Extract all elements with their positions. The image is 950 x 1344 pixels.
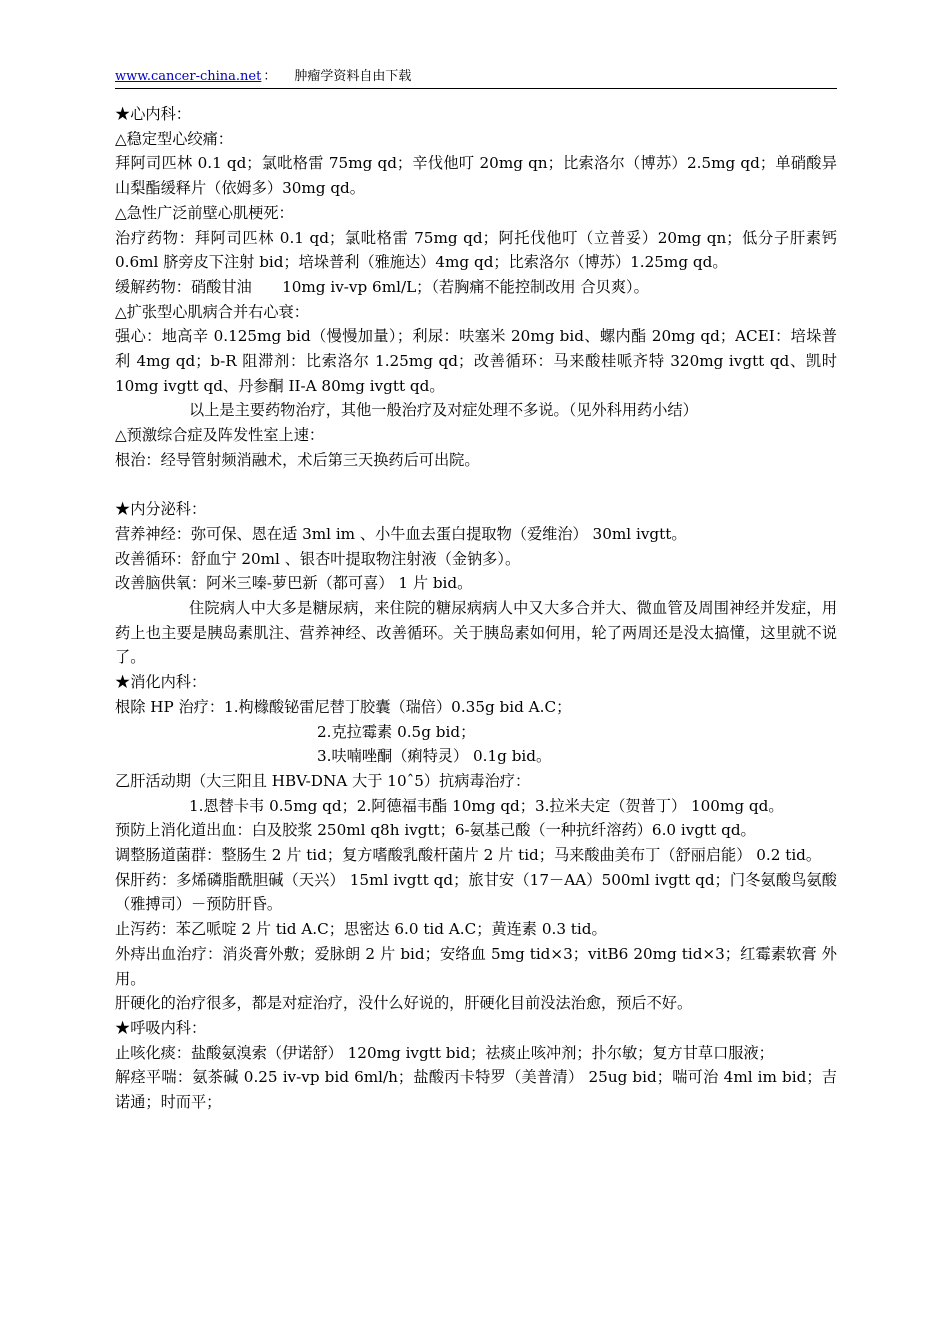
paragraph: 1.恩替卡韦 0.5mg qd；2.阿德福韦酯 10mg qd；3.拉米夫定（贺普丁） 100mg qd。 [189, 796, 784, 815]
paragraph: 改善循环：舒血宁 20ml 、银杏叶提取物注射液（金钠多）。 [115, 549, 521, 568]
paragraph: 解痉平喘：氨茶碱 0.25 iv-vp bid 6ml/h；盐酸丙卡特罗（美普清） 25ug bid；喘可治 4ml im bid；吉诺通；时而平； [115, 1068, 837, 1112]
header-description: 肿瘤学资料自由下载 [294, 69, 412, 84]
paragraph: 保肝药：多烯磷脂酰胆碱（天兴） 15ml ivgtt qd；旅甘安（17－AA）500ml ivgtt qd；门冬氨酸鸟氨酸（雅搏司）－预防肝昏。 [115, 870, 837, 914]
paragraph: 乙肝活动期（大三阳且 HBV-DNA 大于 10ˆ5）抗病毒治疗： [115, 771, 531, 790]
list-item: 3.呋喃唑酮（痢特灵） 0.1g bid。 [317, 747, 552, 766]
paragraph: 止泻药：苯乙哌啶 2 片 tid A.C；思密达 6.0 tid A.C；黄连素 0.3 tid。 [115, 920, 607, 939]
section-heading-cardiology: ★心内科： [115, 105, 191, 123]
paragraph: 拜阿司匹林 0.1 qd；氯吡格雷 75mg qd；辛伐他叮 20mg qn；比索洛尔（博苏）2.5mg qd；单硝酸异山梨酯缓释片（依姆多）30mg qd。 [115, 154, 837, 198]
paragraph: 肝硬化的治疗很多，都是对症治疗，没什么好说的，肝硬化目前没法治愈，预后不好。 [115, 994, 693, 1013]
paragraph: 预防上消化道出血：白及胶浆 250ml q8h ivgtt；6-氨基己酸（一种抗纤溶药）6.0 ivgtt qd。 [115, 821, 756, 840]
list-item: 2.克拉霉素 0.5g bid； [317, 722, 476, 741]
subheading-acute-mi: △急性广泛前壁心肌梗死： [115, 203, 294, 222]
section-heading-gastroenterology: ★消化内科： [115, 673, 207, 692]
paragraph: 住院病人中大多是糖尿病，来住院的糖尿病病人中又大多合并大、微血管及周围神经并发症，用药上也主要是胰岛素肌注、营养神经、改善循环。关于胰岛素如何用，轮了两周还是没太搞懂，这里就不说了。 [115, 599, 837, 667]
paragraph: 缓解药物：硝酸甘油 10mg iv-vp 6ml/L；（若胸痛不能控制改用 合贝爽）。 [115, 277, 649, 296]
blank-line [115, 473, 837, 498]
paragraph: 止咳化痰：盐酸氨溴索（伊诺舒） 120mg ivgtt bid；祛痰止咳冲剂；扑尔敏；复方甘草口服液； [115, 1043, 774, 1062]
paragraph: 治疗药物：拜阿司匹林 0.1 qd；氯吡格雷 75mg qd；阿托伐他叮（立普妥）20mg qn；低分子肝素钙 0.6ml 脐旁皮下注射 bid；培垛普利（雅施达）4mg qd；比索洛尔（博苏）1.25mg qd。 [115, 228, 837, 272]
site-link[interactable]: www.cancer-china.net [115, 69, 262, 84]
paragraph: 强心：地高辛 0.125mg bid（慢慢加量）；利尿：呋塞米 20mg bid、螺内酯 20mg qd；ACEI：培垛普利 4mg qd；b-R 阻滞剂：比索洛尔 1.25mg qd；改善循环：马来酸桂哌齐特 320mg ivgtt qd、凯时 10mg ivgtt qd、丹参酮 II-A 80mg ivgtt qd。 [115, 327, 837, 395]
paragraph: 根除 HP 治疗：1.枸橼酸铋雷尼替丁胶囊（瑞倍）0.35g bid A.C； [115, 697, 572, 716]
subheading-stable-angina: △稳定型心绞痛： [115, 129, 233, 148]
header-separator: ： [263, 69, 277, 84]
paragraph: 营养神经：弥可保、恩在适 3ml im 、小牛血去蛋白提取物（爱维治） 30ml ivgtt。 [115, 524, 687, 543]
paragraph: 改善脑供氧：阿米三嗪-萝巴新（都可喜） 1 片 bid。 [115, 574, 473, 593]
section-heading-endocrinology: ★内分泌科： [115, 500, 207, 519]
paragraph: 根治：经导管射频消融术，术后第三天换药后可出院。 [115, 450, 480, 469]
subheading-dilated-cardiomyopathy: △扩张型心肌病合并右心衰： [115, 302, 309, 321]
section-heading-respiratory: ★呼吸内科： [115, 1019, 207, 1037]
paragraph: 以上是主要药物治疗，其他一般治疗及对症处理不多说。（见外科用药小结） [189, 401, 698, 420]
document-body [115, 102, 837, 1115]
page-header [115, 68, 837, 89]
paragraph: 外痔出血治疗：消炎膏外敷；爱脉朗 2 片 bid；安络血 5mg tid×3；vitB6 20mg tid×3；红霉素软膏 外用。 [115, 944, 837, 988]
subheading-preexcitation: △预激综合症及阵发性室上速： [115, 426, 325, 445]
paragraph: 调整肠道菌群：整肠生 2 片 tid；复方嗜酸乳酸杆菌片 2 片 tid；马来酸曲美布丁（舒丽启能） 0.2 tid。 [115, 846, 822, 865]
